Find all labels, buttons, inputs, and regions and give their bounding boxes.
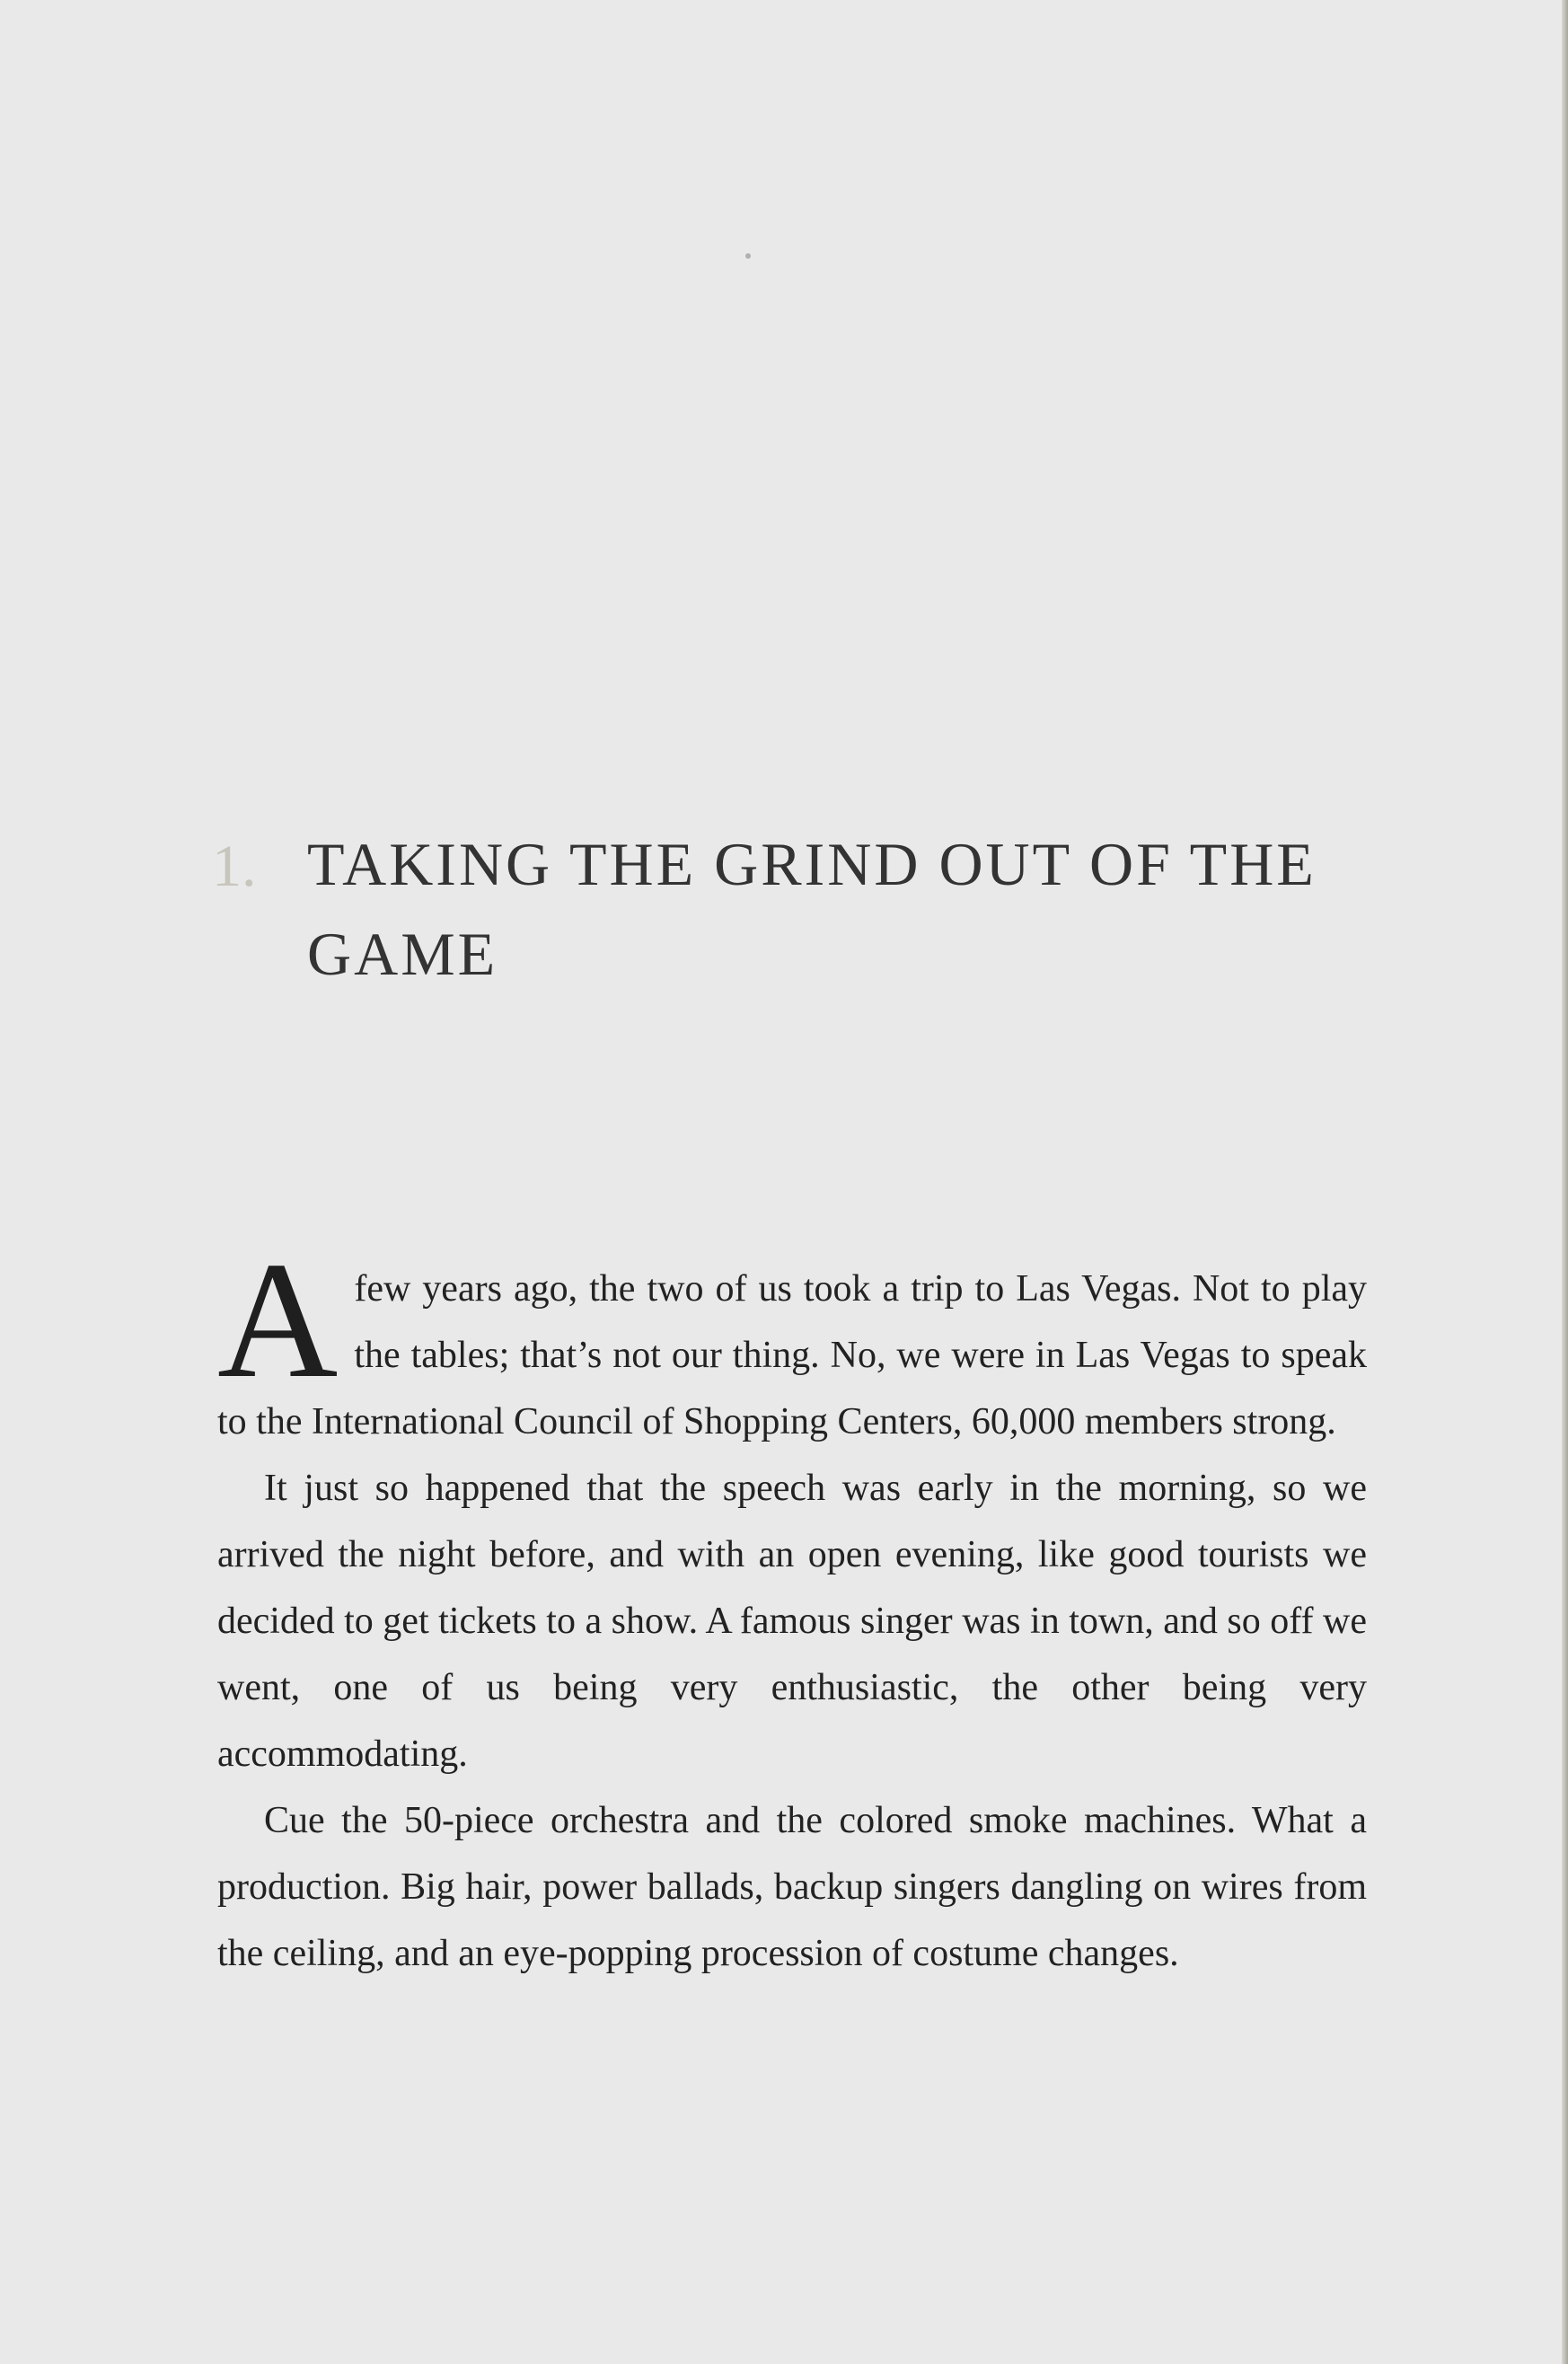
paragraph-3: Cue the 50-piece orchestra and the colored smoke machines. What a production. Big hair, power ballads, backup singers dangling on wires from the ceiling, and an eye-popping procession of costume changes. [217, 1800, 1367, 1974]
paper-speck [745, 253, 751, 259]
chapter-title: TAKING THE GRIND OUT OF THE GAME [307, 830, 1317, 988]
paragraph-1 [217, 1228, 1367, 1455]
chapter-number: 1. [212, 834, 257, 899]
chapter-body [217, 1228, 1367, 1987]
paragraph-2: It just so happened that the speech was early in the morning, so we arrived the night before, and with an open evening, like good tourists we decided to get tickets to a show. A famous singer was in town, and so off we went, one of us being very enthusiastic, the other being very accommodating. [217, 1468, 1367, 1775]
page-edge [1562, 0, 1568, 2364]
drop-cap: A [217, 1228, 339, 1413]
paragraph-1-text: few years ago, the two of us took a trip to Las Vegas. Not to play the tables; that’s not our thing. No, we were in Las Vegas to speak to the International Council of Shopping Centers, 60,000 members strong. [217, 1268, 1367, 1442]
